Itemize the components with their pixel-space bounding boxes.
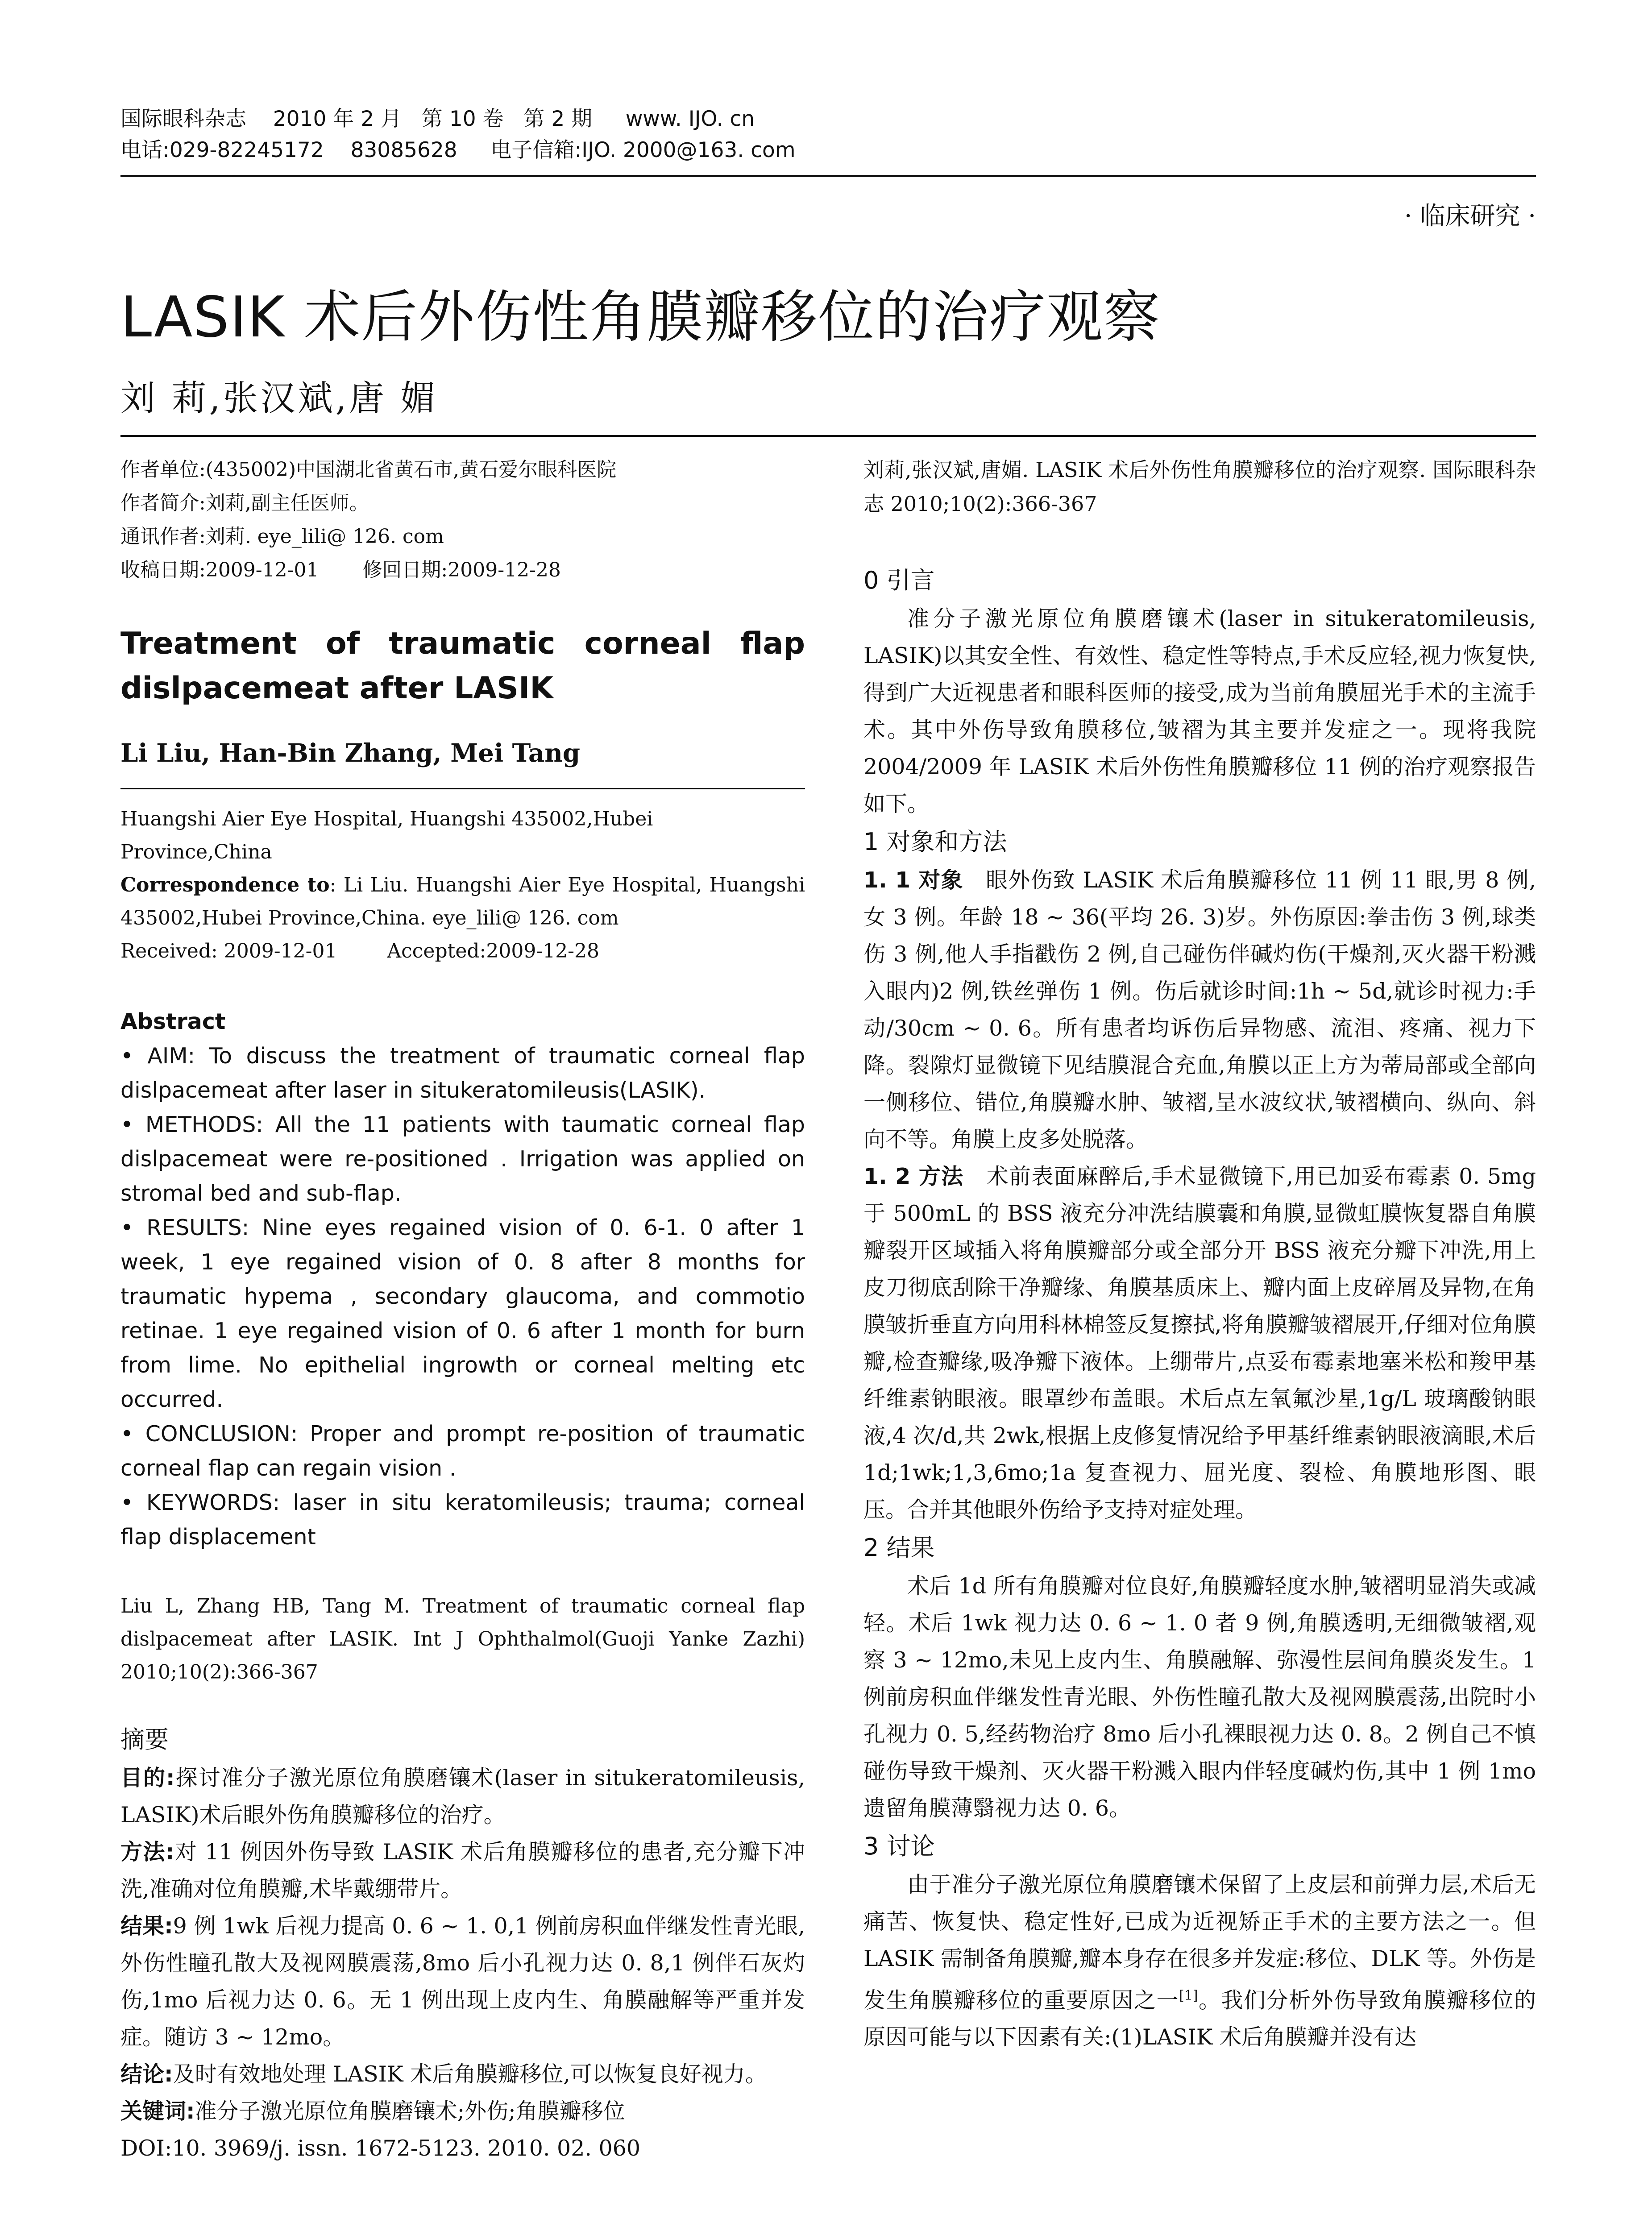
abstract-conclusion: • CONCLUSION: Proper and prompt re-position of traumatic corneal flap can regain vision . — [120, 1421, 805, 1481]
correspondence-text: : Li Liu. Huangshi Aier Eye Hospital, Huangshi 435002,Hubei Province,China. eye_lili@ 126. com — [120, 874, 805, 929]
conclusion-label: 结论: — [120, 2061, 173, 2087]
journal-info-line: 国际眼科杂志 2010 年 2 月 第 10 卷 第 2 期 www. IJO. cn — [120, 107, 755, 131]
doi: DOI:10. 3969/j. issn. 1672-5123. 2010. 02. 060 — [120, 2136, 641, 2161]
keywords-text: 准分子激光原位角膜磨镶术;外伤;角膜瓣移位 — [195, 2098, 625, 2124]
section-2-text: 术后 1d 所有角膜瓣对位良好,角膜瓣轻度水肿,皱褶明显消失或减轻。术后 1wk 视力达 0. 6 ~ 1. 0 者 9 例,角膜透明,无细微皱褶,观察 3 ~ 12mo,未见上皮内生、角膜融解、弥漫性层间角膜炎发生。1 例前房积血伴继发性青光眼、外伤性瞳孔散大及视网膜震荡,出院时小孔视力 0. 5,经药物治疗 8mo 后小孔裸眼视力达 0. 8。2 例自己不慎碰伤导致干燥剂、灭火器干粉溅入眼内伴轻度碱灼伤,其中 1 例 1mo 遗留角膜薄翳视力达 0. 6。 — [863, 1573, 1536, 1821]
section-1-2 — [863, 1158, 1536, 1528]
keywords-label: 关键词: — [120, 2098, 195, 2124]
section-3-text-a: 由于准分子激光原位角膜磨镶术保留了上皮层和前弹力层,术后无痛苦、恢复快、稳定性好,已成为近视矫正手术的主要方法之一。但 LASIK 需制备角膜瓣,瓣本身存在很多并发症:移位、DLK 等。外伤是发生角膜瓣移位的重要原因之一 — [863, 1872, 1536, 2013]
journal-contact-line: 电话:029-82245172 83085628 电子信箱:IJO. 2000@163. com — [120, 138, 796, 162]
section-1-1 — [863, 862, 1536, 1158]
abstract-methods: • METHODS: All the 11 patients with taumatic corneal flap dislpacemeat were re-positioned . Irrigation was applied on stromal bed and sub-flap. — [120, 1112, 805, 1206]
methods-label: 方法: — [120, 1839, 174, 1865]
methods-text: 对 11 例因外伤导致 LASIK 术后角膜瓣移位的患者,充分瓣下冲洗,准确对位角膜瓣,术毕戴绷带片。 — [120, 1839, 805, 1902]
author-list: 刘 莉,张汉斌,唐 媚 — [120, 378, 438, 419]
section-0-text: 准分子激光原位角膜磨镶术(laser in situkeratomileusis, LASIK)以其安全性、有效性、稳定性等特点,手术反应轻,视力恢复快,得到广大近视患者和眼科医师的接受,成为当前角膜屈光手术的主流手术。其中外伤导致角膜移位,皱褶为其主要并发症之一。现将我院 2004/2009 年 LASIK 术后外伤性角膜瓣移位 11 例的治疗观察报告如下。 — [863, 606, 1536, 817]
section-tag: · 临床研究 · — [1404, 202, 1536, 231]
english-title: Treatment of traumatic corneal flap dislpacemeat after LASIK — [120, 626, 805, 706]
correspondence-label: Correspondence to — [120, 874, 330, 896]
results-text: 9 例 1wk 后视力提高 0. 6 ~ 1. 0,1 例前房积血伴继发性青光眼,外伤性瞳孔散大及视网膜震荡,8mo 后小孔视力达 0. 8,1 例伴石灰灼伤,1mo 后视力达 0. 6。无 1 例出现上皮内生、角膜融解等严重并发症。随访 3 ~ 12mo。 — [120, 1913, 805, 2050]
title-rule — [120, 435, 1536, 437]
abstract-keywords: • KEYWORDS: laser in situ keratomileusis; trauma; corneal flap displacement — [120, 1490, 805, 1550]
section-3-text — [863, 1866, 1536, 2056]
journal-header — [120, 104, 796, 166]
section-3-text-b: 。我们分析外伤导致角膜瓣移位的原因可能与以下因素有关:(1)LASIK 术后角膜瓣并没有达 — [863, 1987, 1536, 2050]
chinese-citation: 刘莉,张汉斌,唐媚. LASIK 术后外伤性角膜瓣移位的治疗观察. 国际眼科杂志 2010;10(2):366-367 — [863, 458, 1536, 516]
chinese-abstract-results — [120, 1908, 805, 2056]
conclusion-text: 及时有效地处理 LASIK 术后角膜瓣移位,可以恢复良好视力。 — [173, 2061, 767, 2087]
section-1-1-label: 1. 1 对象 — [863, 867, 963, 893]
chinese-abstract-keywords — [120, 2093, 805, 2130]
chinese-abstract-heading: 摘要 — [120, 1725, 169, 1754]
abstract-heading: Abstract — [120, 1009, 226, 1034]
english-received: Received: 2009-12-01 Accepted:2009-12-28 — [120, 940, 600, 962]
abstract-aim: • AIM: To discuss the treatment of traumatic corneal flap dislpacemeat after laser in situkeratomileusis(LASIK). — [120, 1043, 805, 1103]
left-column — [120, 453, 805, 2167]
affiliation-unit: 作者单位:(435002)中国湖北省黄石市,黄石爱尔眼科医院 — [120, 458, 617, 481]
chinese-abstract-methods — [120, 1833, 805, 1908]
affiliation-bio: 作者简介:刘莉,副主任医师。 — [120, 492, 369, 514]
section-1-heading: 1 对象和方法 — [863, 828, 1007, 856]
abstract-results: • RESULTS: Nine eyes regained vision of 0. 6-1. 0 after 1 week, 1 eye regained vision of 0. 8 after 8 months for traumatic hypema , secondary glaucoma, and commotio retinae. 1 eye regained vision of 0. 6 after 1 month for burn from lime. No epithelial ingrowth or corneal melting etc occurred. — [120, 1215, 805, 1412]
affiliation-dates: 收稿日期:2009-12-01 修回日期:2009-12-28 — [120, 559, 561, 581]
english-authors: Li Liu, Han-Bin Zhang, Mei Tang — [120, 738, 581, 768]
section-3-heading: 3 讨论 — [863, 1832, 935, 1860]
aim-text: 探讨准分子激光原位角膜磨镶术(laser in situkeratomileusis, LASIK)术后眼外伤角膜瓣移位的治疗。 — [120, 1765, 805, 1828]
english-affiliation: Huangshi Aier Eye Hospital, Huangshi 435002,Hubei Province,China — [120, 808, 653, 863]
right-column — [863, 453, 1536, 2056]
english-citation: Liu L, Zhang HB, Tang M. Treatment of traumatic corneal flap dislpacemeat after LASIK. Int J Ophthalmol(Guoji Yanke Zazhi) 2010;10(2):366-367 — [120, 1595, 805, 1684]
header-rule — [120, 175, 1536, 177]
section-1-2-label: 1. 2 方法 — [863, 1164, 964, 1189]
english-abstract — [120, 1004, 805, 1554]
section-0-heading: 0 引言 — [863, 566, 935, 594]
chinese-abstract-conclusion — [120, 2056, 805, 2093]
section-1-1-text: 眼外伤致 LASIK 术后角膜瓣移位 11 例 11 眼,男 8 例,女 3 例。年龄 18 ~ 36(平均 26. 3)岁。外伤原因:拳击伤 3 例,球类伤 3 例,他人手指戳伤 2 例,自己碰伤伴碱灼伤(干燥剂,灭火器干粉溅入眼内)2 例,铁丝弹伤 1 例。伤后就诊时间:1h ~ 5d,就诊时视力:手动/30cm ~ 0. 6。所有患者均诉伤后异物感、流泪、疼痛、视力下降。裂隙灯显微镜下见结膜混合充血,角膜以正上方为蒂局部或全部向一侧移位、错位,角膜瓣水肿、皱褶,呈水波纹状,皱褶横向、纵向、斜向不等。角膜上皮多处脱落。 — [863, 867, 1536, 1152]
english-correspondence — [120, 869, 805, 935]
aim-label: 目的: — [120, 1765, 175, 1791]
article-body — [863, 561, 1536, 2056]
section-1-2-text: 术前表面麻醉后,手术显微镜下,用已加妥布霉素 0. 5mg 于 500mL 的 BSS 液充分冲洗结膜囊和角膜,显微虹膜恢复器自角膜瓣裂开区域插入将角膜瓣部分或全部分开 BSS 液充分瓣下冲洗,用上皮刀彻底刮除干净瓣缘、角膜基质床上、瓣内面上皮碎屑及异物,在角膜皱折垂直方向用科林棉签反复擦拭,将角膜瓣皱褶展开,仔细对位角膜瓣,检查瓣缘,吸净瓣下液体。上绷带片,点妥布霉素地塞米松和羧甲基纤维素钠眼液。眼罩纱布盖眼。术后点左氧氟沙星,1g/L 玻璃酸钠眼液,4 次/d,共 2wk,根据上皮修复情况给予甲基纤维素钠眼液滴眼,术后 1d;1wk;1,3,6mo;1a 复查视力、屈光度、裂检、角膜地形图、眼压。合并其他眼外伤给予支持对症处理。 — [863, 1164, 1536, 1522]
affiliation-corresponding: 通讯作者:刘莉. eye_lili@ 126. com — [120, 525, 444, 548]
affiliation-block — [120, 453, 805, 587]
english-affiliation-block — [120, 803, 805, 968]
results-label: 结果: — [120, 1913, 173, 1939]
chinese-abstract-aim — [120, 1759, 805, 1833]
page-title: LASIK 术后外伤性角膜瓣移位的治疗观察 — [120, 284, 1161, 350]
chinese-abstract — [120, 1720, 805, 2167]
section-2-heading: 2 结果 — [863, 1534, 935, 1562]
reference-marker[interactable]: [1] — [1179, 1988, 1198, 2003]
